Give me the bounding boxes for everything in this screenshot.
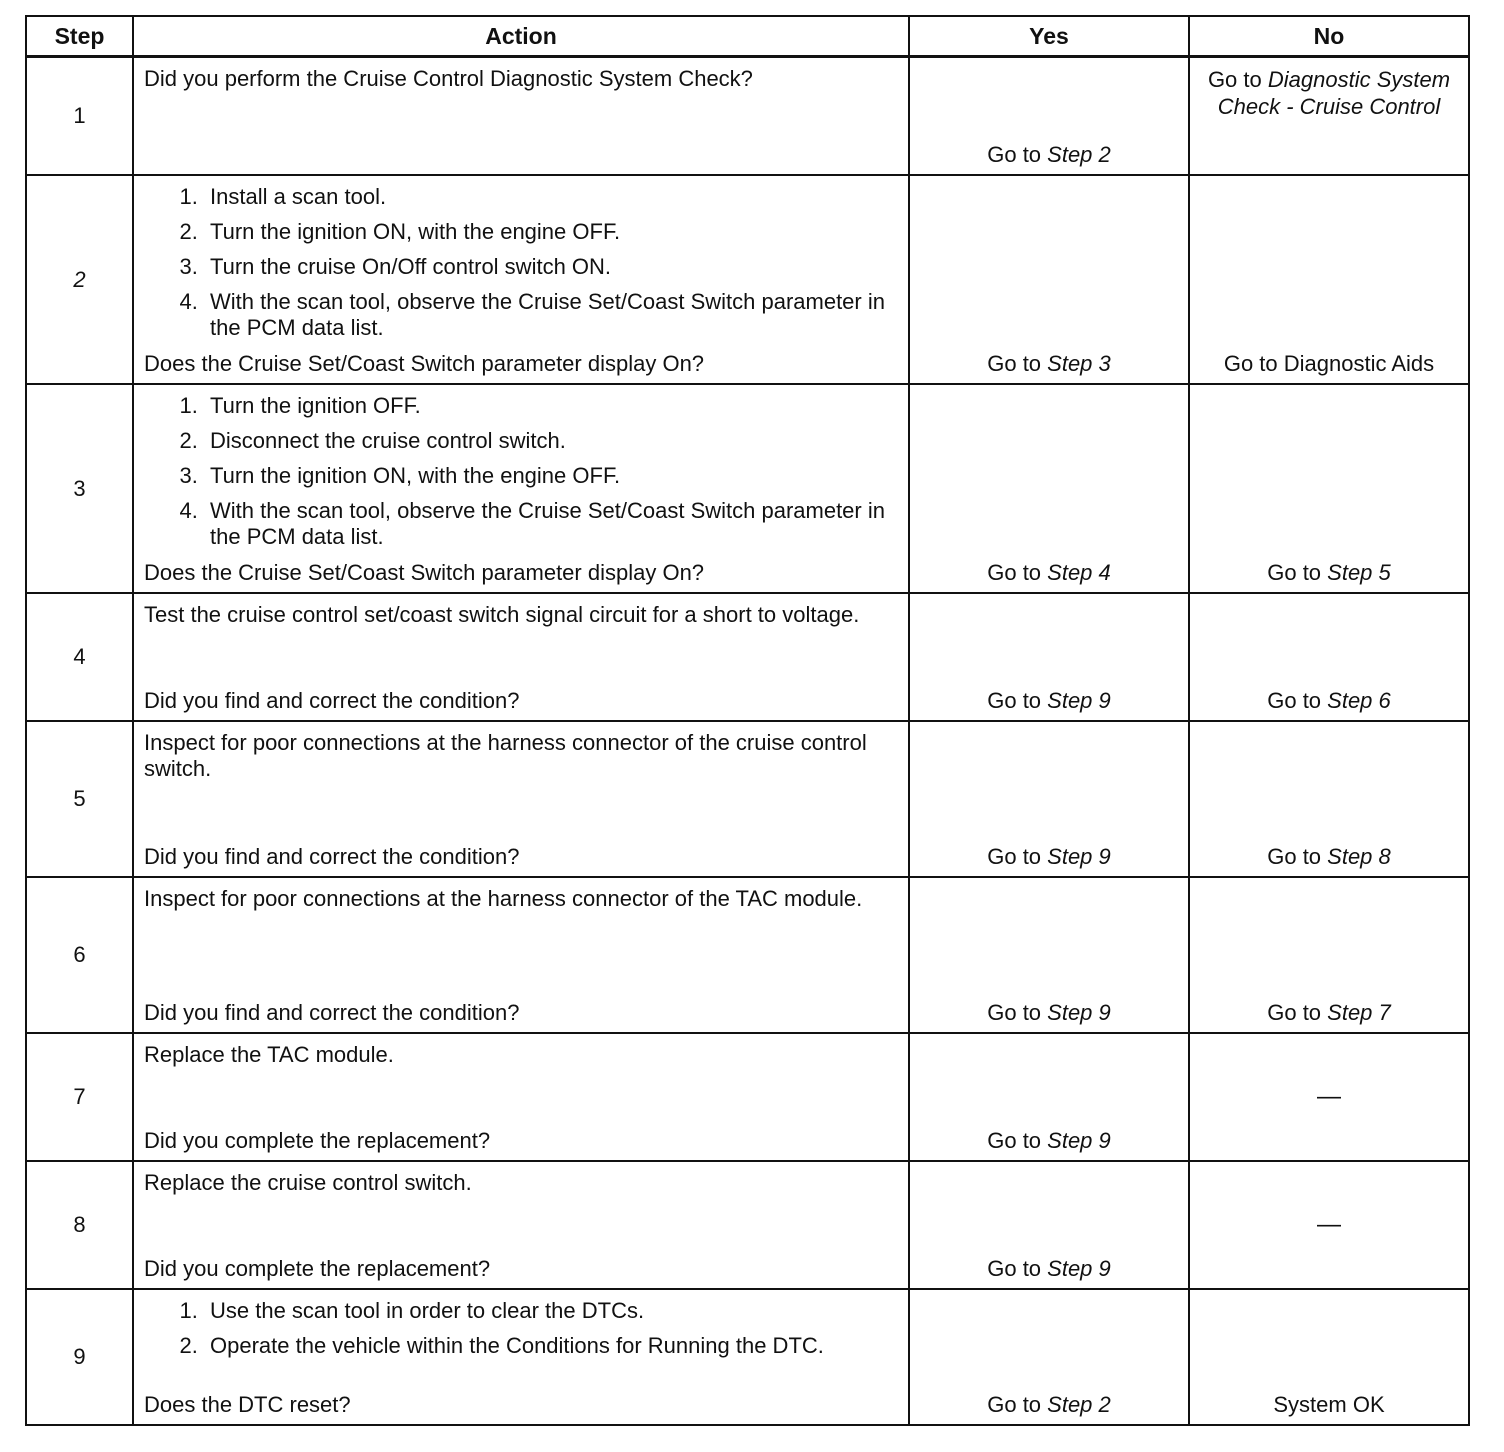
list-item: 2. Disconnect the cruise control switch. — [204, 428, 894, 454]
list-item: 2. Operate the vehicle within the Conditions for Running the DTC. — [204, 1333, 894, 1359]
no-cell — [1189, 593, 1469, 721]
no-step-ref: Step 7 — [1327, 1000, 1391, 1025]
yes-cell — [909, 593, 1189, 721]
action-question: Did you find and correct the condition? — [144, 844, 520, 869]
list-item: 1. Use the scan tool in order to clear the DTCs. — [204, 1298, 894, 1324]
action-cell — [133, 877, 909, 1033]
list-item: 2. Turn the ignition ON, with the engine OFF. — [204, 219, 894, 245]
action-instruction: Replace the cruise control switch. — [144, 1170, 472, 1195]
list-item: 3. Turn the cruise On/Off control switch ON. — [204, 254, 894, 280]
action-cell — [133, 1033, 909, 1161]
step-number-text: 2 — [73, 266, 86, 292]
action-instruction: Inspect for poor connections at the harness connector of the cruise control switch. — [144, 730, 867, 781]
yes-prefix: Go to — [987, 844, 1048, 869]
step-number: 3 — [26, 384, 133, 593]
action-steps — [144, 1298, 894, 1369]
yes-prefix: Go to — [987, 142, 1048, 167]
yes-cell — [909, 1161, 1189, 1289]
step-number — [26, 175, 133, 384]
table-row — [26, 1033, 1469, 1161]
yes-cell — [909, 721, 1189, 877]
header-no: No — [1189, 16, 1469, 57]
table-row — [26, 593, 1469, 721]
list-item: 1. Install a scan tool. — [204, 184, 894, 210]
yes-step-ref: Step 2 — [1047, 1392, 1111, 1417]
yes-step-ref: Step 9 — [1047, 844, 1111, 869]
table-row — [26, 721, 1469, 877]
table-row — [26, 877, 1469, 1033]
no-cell — [1189, 384, 1469, 593]
step-number: 8 — [26, 1161, 133, 1289]
yes-step-ref: Step 9 — [1047, 1256, 1111, 1281]
no-cell — [1189, 57, 1469, 176]
yes-step-ref: Step 9 — [1047, 688, 1111, 713]
no-ref: Diagnostic System Check - Cruise Control — [1217, 67, 1451, 119]
yes-step-ref: Step 9 — [1047, 1000, 1111, 1025]
yes-cell — [909, 1033, 1189, 1161]
yes-cell — [909, 384, 1189, 593]
action-cell — [133, 57, 909, 176]
action-question: Did you find and correct the condition? — [144, 688, 520, 713]
action-question: Does the Cruise Set/Coast Switch parameter display On? — [144, 560, 705, 585]
action-question: Does the Cruise Set/Coast Switch parameter display On? — [144, 351, 705, 376]
action-instruction: Did you perform the Cruise Control Diagnostic System Check? — [144, 66, 753, 91]
step-number: 7 — [26, 1033, 133, 1161]
no-cell — [1189, 1289, 1469, 1425]
action-instruction: Replace the TAC module. — [144, 1042, 394, 1067]
action-cell — [133, 593, 909, 721]
table-row — [26, 57, 1469, 176]
yes-prefix: Go to — [987, 1128, 1048, 1153]
action-instruction: Inspect for poor connections at the harness connector of the TAC module. — [144, 886, 863, 911]
action-cell — [133, 1161, 909, 1289]
no-step-ref: Step 5 — [1327, 560, 1391, 585]
yes-step-ref: Step 4 — [1047, 560, 1111, 585]
no-cell — [1189, 1033, 1469, 1161]
yes-step-ref: Step 3 — [1047, 351, 1111, 376]
step-number: 5 — [26, 721, 133, 877]
no-prefix: Go to — [1207, 67, 1268, 92]
table-row — [26, 384, 1469, 593]
action-cell — [133, 384, 909, 593]
no-step-ref: Step 8 — [1327, 844, 1391, 869]
yes-prefix: Go to — [987, 1000, 1048, 1025]
action-cell — [133, 175, 909, 384]
table-row — [26, 175, 1469, 384]
list-item: 1. Turn the ignition OFF. — [204, 393, 894, 419]
list-item: 4. With the scan tool, observe the Cruise Set/Coast Switch parameter in the PCM data list. — [204, 498, 894, 550]
no-prefix: Go to — [1267, 688, 1328, 713]
no-prefix: Go to — [1267, 844, 1328, 869]
list-item: 3. Turn the ignition ON, with the engine OFF. — [204, 463, 894, 489]
yes-cell — [909, 877, 1189, 1033]
table-row — [26, 1161, 1469, 1289]
yes-prefix: Go to — [987, 351, 1048, 376]
action-question: Does the DTC reset? — [144, 1392, 351, 1417]
action-cell — [133, 1289, 909, 1425]
step-number: 9 — [26, 1289, 133, 1425]
diagnostic-table — [25, 15, 1470, 1426]
action-steps — [144, 393, 894, 560]
yes-cell — [909, 1289, 1189, 1425]
action-question: Did you complete the replacement? — [144, 1256, 491, 1281]
no-dash: — — [1317, 1083, 1341, 1110]
no-prefix: Go to — [1267, 1000, 1328, 1025]
table-row — [26, 1289, 1469, 1425]
no-cell — [1189, 1161, 1469, 1289]
yes-step-ref: Step 9 — [1047, 1128, 1111, 1153]
action-question: Did you find and correct the condition? — [144, 1000, 520, 1025]
no-step-ref: Step 6 — [1327, 688, 1391, 713]
yes-prefix: Go to — [987, 688, 1048, 713]
yes-prefix: Go to — [987, 1392, 1048, 1417]
step-number: 4 — [26, 593, 133, 721]
action-instruction: Test the cruise control set/coast switch signal circuit for a short to voltage. — [144, 602, 860, 627]
list-item: 4. With the scan tool, observe the Cruise Set/Coast Switch parameter in the PCM data list. — [204, 289, 894, 341]
no-cell — [1189, 877, 1469, 1033]
header-step: Step — [26, 16, 133, 57]
no-text: System OK — [1273, 1392, 1385, 1417]
header-row — [26, 16, 1469, 57]
yes-cell — [909, 57, 1189, 176]
no-dash: — — [1317, 1211, 1341, 1238]
no-cell — [1189, 721, 1469, 877]
yes-step-ref: Step 2 — [1047, 142, 1111, 167]
yes-prefix: Go to — [987, 560, 1048, 585]
yes-prefix: Go to — [987, 1256, 1048, 1281]
step-number: 1 — [26, 57, 133, 176]
no-prefix: Go to — [1267, 560, 1328, 585]
action-steps — [144, 184, 894, 351]
action-cell — [133, 721, 909, 877]
no-cell — [1189, 175, 1469, 384]
action-question: Did you complete the replacement? — [144, 1128, 491, 1153]
step-number: 6 — [26, 877, 133, 1033]
header-action: Action — [133, 16, 909, 57]
no-text: Go to Diagnostic Aids — [1223, 351, 1435, 376]
header-yes: Yes — [909, 16, 1189, 57]
yes-cell — [909, 175, 1189, 384]
